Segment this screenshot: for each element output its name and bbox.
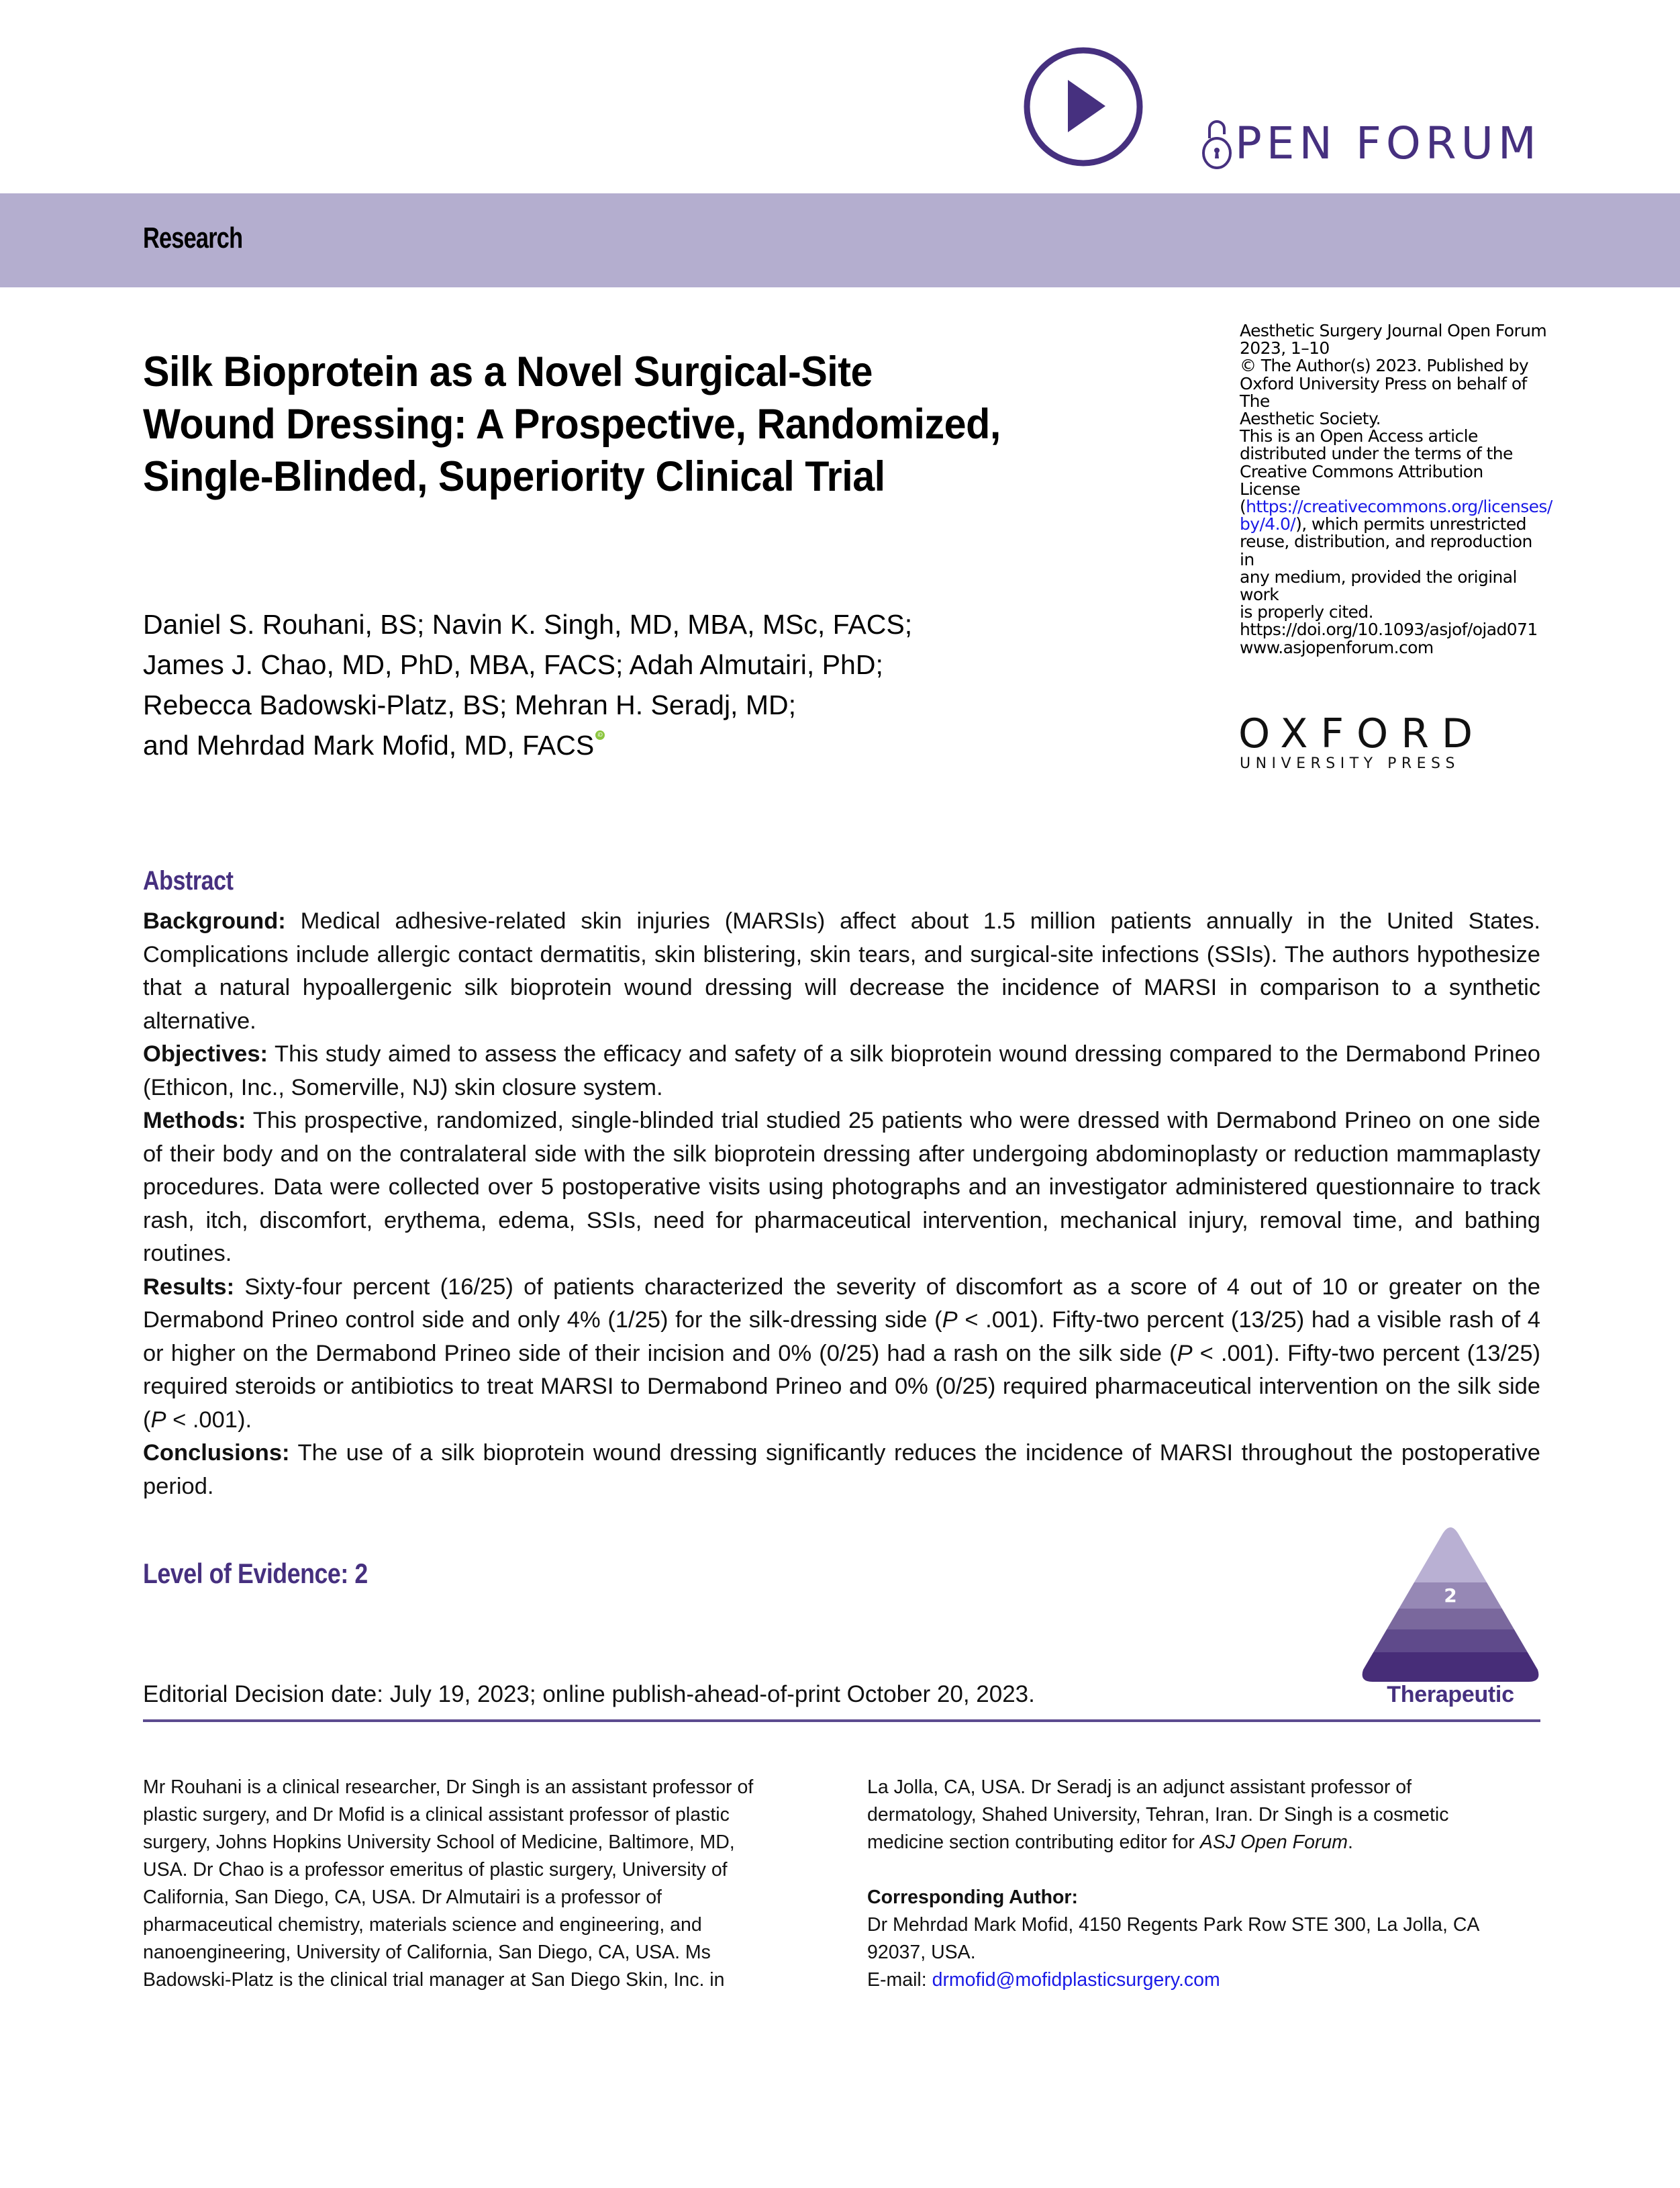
pyramid-level-1 — [1359, 1521, 1542, 1582]
journal-name: Aesthetic Surgery Journal Open Forum — [1240, 321, 1547, 340]
paren: ( — [1240, 497, 1246, 517]
affiliation-line: dermatology, Shahed University, Tehran, Iran. Dr Singh is a cosmetic — [867, 1804, 1449, 1825]
abstract-results — [143, 1271, 1540, 1437]
p-value-symbol: P — [150, 1407, 166, 1433]
title-line: Single-Blinded, Superiority Clinical Trial — [143, 453, 885, 500]
abstract-heading: Abstract — [143, 866, 234, 896]
corresponding-author-label: Corresponding Author: — [867, 1887, 1078, 1908]
email-link[interactable]: drmofid@mofidplasticsurgery.com — [932, 1969, 1220, 1991]
section-text: Sixty-four percent (16/25) of patients characterized the severity of discomfort as a score of 4 out of 10 or greater on the Dermabond Prineo control side and only 4% (1/25) for the silk-dressing side ( — [143, 1274, 1540, 1333]
license-line: reuse, distribution, and reproduction in — [1240, 532, 1532, 569]
divider — [143, 1719, 1540, 1722]
pyramid-level-4 — [1359, 1629, 1542, 1652]
article-type-label: Research — [143, 222, 243, 254]
author-line-text: and Mehrdad Mark Mofid, MD, FACS — [143, 730, 595, 761]
editorial-dates: Editorial Decision date: July 19, 2023; online publish-ahead-of-print October 20, 2023. — [143, 1681, 1035, 1707]
p-value-symbol: P — [942, 1307, 958, 1333]
author-line — [143, 725, 912, 765]
affiliation-line — [867, 1829, 1552, 1856]
open-forum-logo — [1201, 117, 1541, 169]
section-band — [0, 193, 1680, 287]
license-line: distributed under the terms of the — [1240, 444, 1513, 464]
section-text: The use of a silk bioprotein wound dressing significantly reduces the incidence of MARSI throughout the postoperative period. — [143, 1440, 1540, 1499]
open-access-lock-icon — [1201, 118, 1232, 169]
section-text: This study aimed to assess the efficacy and safety of a silk bioprotein wound dressing compared to the Dermabond Prineo (Ethicon, Inc., Somerville, NJ) skin closure system. — [143, 1041, 1540, 1100]
abstract-background — [143, 905, 1540, 1038]
affiliation-line: pharmaceutical chemistry, materials science and engineering, and — [143, 1914, 702, 1936]
pyramid-level-5 — [1359, 1652, 1542, 1682]
section-label: Objectives: — [143, 1041, 268, 1067]
author-line: Rebecca Badowski-Platz, BS; Mehran H. Seradj, MD; — [143, 689, 796, 720]
website-link[interactable]: www.asjopenforum.com — [1240, 637, 1434, 657]
affiliation-line: USA. Dr Chao is a professor emeritus of plastic surgery, University of — [143, 1859, 728, 1881]
journal-info — [1240, 321, 1552, 657]
play-video-icon[interactable] — [1022, 45, 1145, 169]
section-text: Medical adhesive-related skin injuries (MARSIs) affect about 1.5 million patients annually in the United States. Complications include allergic contact dermatitis, skin blistering, skin tears, and surgical-site infections (SSIs). The authors hypothesize that a natural hypoallergenic silk bioprotein wound dressing will decrease the incidence of MARSI in comparison to a synthetic alternative. — [143, 908, 1540, 1034]
spacer — [867, 1856, 1552, 1884]
license-text: ), which permits unrestricted — [1295, 514, 1526, 534]
abstract-body — [143, 905, 1540, 1503]
logo-wordmark: PEN FORUM — [1235, 117, 1541, 169]
journal-volume: 2023, 1–10 — [1240, 338, 1330, 359]
license-line: any medium, provided the original work — [1240, 567, 1517, 605]
corresponding-address: Dr Mehrdad Mark Mofid, 4150 Regents Park Row STE 300, La Jolla, CA — [867, 1914, 1480, 1936]
section-text: This prospective, randomized, single-blinded trial studied 25 patients who were dressed with Dermabond Prineo on one side of their body and on the contralateral side with the silk bioprotein dressing after undergoing abdominoplasty or reduction mammaplasty procedures. Data were collected over 5 postoperative visits using photographs and an investigator administered questionnaire to track rash, itch, discomfort, erythema, edema, SSIs, need for pharmaceutical intervention, mechanical injury, removal time, and bathing routines. — [143, 1108, 1540, 1266]
section-label: Results: — [143, 1274, 235, 1300]
title-line: Wound Dressing: A Prospective, Randomized, — [143, 401, 1001, 448]
journal-name-italic: ASJ Open Forum — [1199, 1832, 1348, 1853]
license-link-cont[interactable]: by/4.0/ — [1240, 514, 1296, 534]
author-list — [143, 604, 912, 765]
abstract-objectives — [143, 1038, 1540, 1104]
license-line — [1240, 497, 1552, 517]
copyright-line: Oxford University Press on behalf of The — [1240, 373, 1527, 411]
p-value-symbol: P — [1177, 1340, 1193, 1366]
level-of-evidence: Level of Evidence: 2 — [143, 1558, 368, 1589]
corresponding-address: 92037, USA. — [867, 1942, 976, 1963]
section-label: Background: — [143, 908, 286, 934]
doi-link[interactable]: https://doi.org/10.1093/asjof/ojad071 — [1240, 620, 1538, 640]
affiliation-line: Badowski-Platz is the clinical trial manager at San Diego Skin, Inc. in — [143, 1969, 725, 1991]
email-label: E-mail: — [867, 1969, 932, 1991]
affiliation-text: . — [1348, 1832, 1353, 1853]
pyramid-label: Therapeutic — [1387, 1682, 1514, 1707]
affiliations-continued — [867, 1774, 1552, 1994]
oxford-logo: OXFORD — [1238, 710, 1486, 757]
affiliation-text: medicine section contributing editor for — [867, 1832, 1200, 1853]
affiliation-line: California, San Diego, CA, USA. Dr Almutairi is a professor of — [143, 1887, 662, 1908]
section-text: < .001). — [166, 1407, 252, 1433]
affiliation-line: plastic surgery, and Dr Mofid is a clinical assistant professor of plastic — [143, 1804, 730, 1825]
author-line: Daniel S. Rouhani, BS; Navin K. Singh, MD, MBA, MSc, FACS; — [143, 609, 913, 640]
license-line: is properly cited. — [1240, 602, 1373, 622]
pyramid-level-number: 2 — [1444, 1584, 1457, 1607]
affiliation-line: La Jolla, CA, USA. Dr Seradj is an adjunct assistant professor of — [867, 1776, 1412, 1798]
license-line: This is an Open Access article — [1240, 426, 1478, 446]
article-title — [143, 346, 1230, 503]
affiliation-line: surgery, Johns Hopkins University School of Medicine, Baltimore, MD, — [143, 1832, 735, 1853]
section-label: Methods: — [143, 1108, 246, 1133]
section-label: Conclusions: — [143, 1440, 290, 1466]
license-link[interactable]: https://creativecommons.org/licenses/ — [1246, 497, 1552, 517]
title-line: Silk Bioprotein as a Novel Surgical-Site — [143, 348, 873, 395]
abstract-conclusions — [143, 1437, 1540, 1503]
copyright-line: Aesthetic Society. — [1240, 409, 1381, 429]
license-line: Creative Commons Attribution License — [1240, 461, 1483, 499]
email-line — [867, 1966, 1552, 1994]
license-line — [1240, 516, 1548, 533]
evidence-pyramid-icon — [1359, 1521, 1542, 1682]
affiliation-line: nanoengineering, University of California, San Diego, CA, USA. Ms — [143, 1942, 711, 1963]
abstract-methods — [143, 1104, 1540, 1271]
affiliation-line: Mr Rouhani is a clinical researcher, Dr Singh is an assistant professor of — [143, 1776, 754, 1798]
section-text: < .001). Fifty-two percent (13/25) had a visible rash of 4 or higher on the Dermabond Prineo side of their incision and 0% (0/25) had a rash on the silk side ( — [143, 1307, 1540, 1366]
oxford-logo-subtitle: UNIVERSITY PRESS — [1240, 755, 1460, 772]
section-text: < .001). Fifty-two percent (13/25) required steroids or antibiotics to treat MARSI to Dermabond Prineo and 0% (0/25) required pharmaceutical intervention on the silk side ( — [143, 1340, 1540, 1433]
pyramid-level-3 — [1359, 1609, 1542, 1629]
author-line: James J. Chao, MD, PhD, MBA, FACS; Adah Almutairi, PhD; — [143, 649, 883, 680]
copyright-line: © The Author(s) 2023. Published by — [1240, 356, 1529, 376]
author-affiliations — [143, 1774, 828, 1994]
orcid-icon[interactable]: iD — [595, 730, 605, 740]
